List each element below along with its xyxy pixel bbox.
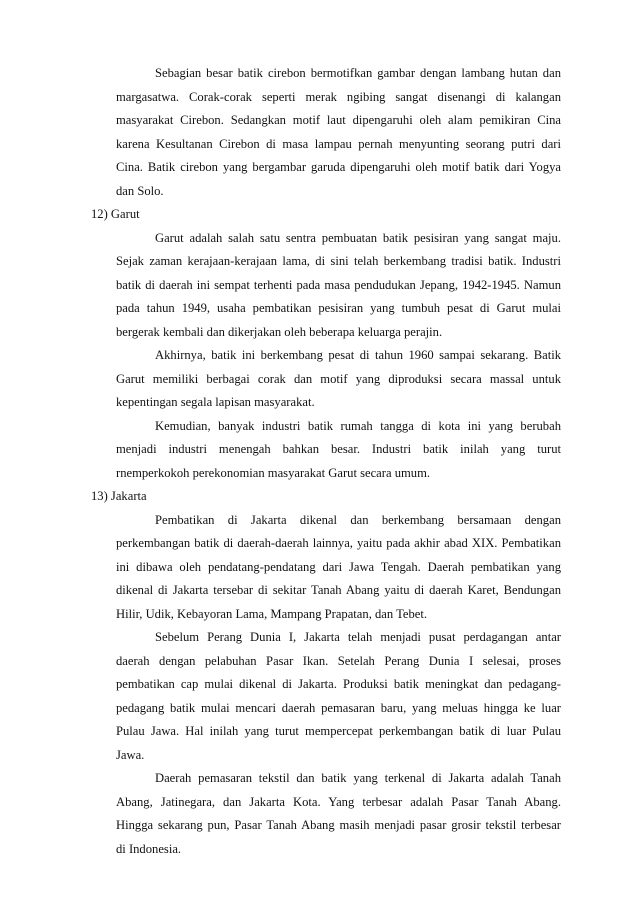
intro-line: Cina. Batik cirebon yang bergambar garuda dipengaruhi oleh motif batik dari Yogya <box>116 160 561 174</box>
garut-p1-line: pada tahun 1949, usaha pembatikan pesisiran yang tumbuh pesat di Garut mulai <box>116 301 561 315</box>
garut-p2-line: Akhirnya, batik ini berkembang pesat di tahun 1960 sampai sekarang. Batik <box>155 348 561 362</box>
jakarta-p3-line: Daerah pemasaran tekstil dan batik yang terkenal di Jakarta adalah Tanah <box>155 771 561 785</box>
garut-p1-line: batik di daerah ini sempat terhenti pada masa pendudukan Jepang, 1942-1945. Namun <box>116 277 561 292</box>
jakarta-p2-line: Pulau Jawa. Hal inilah yang turut mempercepat perkembangan batik di luar Pulau <box>116 724 561 738</box>
jakarta-p2-line: Jawa. <box>116 747 145 762</box>
garut-p2-line: kepentingan segala lapisan masyarakat. <box>116 395 315 409</box>
jakarta-p3-line: di Indonesia. <box>116 841 182 856</box>
jakarta-p1-line: ini dibawa oleh pendatang-pendatang dari Jawa Tengah. Daerah pembatikan yang <box>116 559 561 574</box>
garut-p3-line: rnemperkokoh perekonomian masyarakat Garut secara umum. <box>116 465 431 480</box>
intro-line: dan Solo. <box>116 183 164 198</box>
jakarta-p3-line: Hingga sekarang pun, Pasar Tanah Abang masih menjadi pasar grosir tekstil terbesar <box>116 818 561 832</box>
intro-line: karena Kesultanan Cirebon di masa lampau pernah menyunting seorang putri dari <box>116 136 561 151</box>
garut-p2-line: Garut memiliki berbagai corak dan motif yang diproduksi secara massal untuk <box>116 371 561 386</box>
jakarta-p1-line: dikenal di Jakarta tersebar di sekitar Tanah Abang yaitu di daerah Karet, Bendungan <box>116 583 561 597</box>
garut-p1-line: Garut adalah salah satu sentra pembuatan batik pesisiran yang sangat maju. <box>155 230 561 245</box>
garut-p1-line: bergerak kembali dan dikerjakan oleh beberapa keluarga perajin. <box>116 324 443 339</box>
garut-p1-line: Sejak zaman kerajaan-kerajaan lama, di sini telah berkembang tradisi batik. Industri <box>116 254 561 268</box>
section-heading-jakarta: 13) Jakarta <box>91 489 147 503</box>
jakarta-p2-line: pembatikan cap mulai dikenal di Jakarta. Produksi batik meningkat dan pedagang- <box>116 677 561 691</box>
intro-line: masyarakat Cirebon. Sedangkan motif laut dipengaruhi oleh alam pemikiran Cina <box>116 113 561 127</box>
jakarta-p2-line: daerah dengan pelabuhan Pasar Ikan. Setelah Perang Dunia I selesai, proses <box>116 653 561 668</box>
intro-line: margasatwa. Corak-corak seperti merak ngibing sangat disenangi di kalangan <box>116 89 561 104</box>
jakarta-p1-line: Hilir, Udik, Kebayoran Lama, Mampang Prapatan, dan Tebet. <box>116 606 428 621</box>
jakarta-p2-line: Sebelum Perang Dunia I, Jakarta telah menjadi pusat perdagangan antar <box>155 630 561 644</box>
garut-p3-line: menjadi industri menengah bahkan besar. Industri batik inilah yang turut <box>116 442 561 456</box>
section-heading-garut: 12) Garut <box>91 207 140 221</box>
jakarta-p3-line: Abang, Jatinegara, dan Jakarta Kota. Yang terbesar adalah Pasar Tanah Abang. <box>116 794 561 809</box>
intro-line: Sebagian besar batik cirebon bermotifkan gambar dengan lambang hutan dan <box>155 66 561 80</box>
jakarta-p2-line: pedagang batik mulai mencari daerah pemasaran baru, yang meluas hingga ke luar <box>116 700 561 715</box>
garut-p3-line: Kemudian, banyak industri batik rumah tangga di kota ini yang berubah <box>155 418 561 433</box>
jakarta-p1-line: Pembatikan di Jakarta dikenal dan berkembang bersamaan dengan <box>155 512 561 527</box>
jakarta-p1-line: perkembangan batik di daerah-daerah lainnya, yaitu pada akhir abad XIX. Pembatikan <box>116 536 561 550</box>
